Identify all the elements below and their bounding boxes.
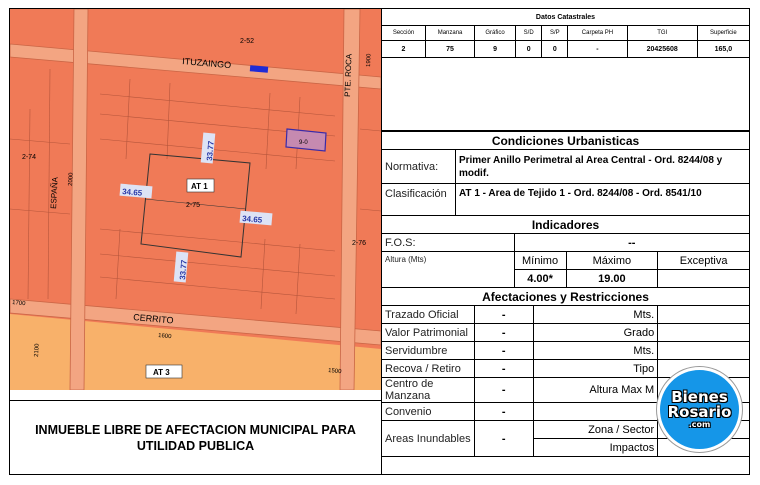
afectacion-sub-value bbox=[658, 342, 750, 360]
afectacion-row bbox=[382, 306, 750, 324]
afectacion-label: Trazado Oficial bbox=[382, 306, 475, 324]
catastro-table bbox=[381, 8, 750, 58]
clasificacion-value: AT 1 - Area de Tejido 1 - Ord. 8244/08 - Ord. 8541/10 bbox=[455, 184, 749, 216]
header-tgi: TGI bbox=[627, 26, 697, 41]
afectacion-sub-label: Tipo bbox=[533, 360, 658, 378]
altura-label: Altura (Mts) bbox=[382, 252, 515, 288]
number-1600: 1600 bbox=[157, 333, 172, 341]
areas-inundables-value: - bbox=[474, 421, 533, 457]
indicadores-title: Indicadores bbox=[382, 216, 750, 234]
afectacion-row bbox=[382, 324, 750, 342]
catastro-header-row bbox=[382, 26, 750, 41]
street-ituzaingo: ITUZAINGO bbox=[181, 56, 232, 71]
impactos-label: Impactos bbox=[533, 439, 658, 457]
afectacion-row bbox=[382, 342, 750, 360]
header-carpeta-ph: Carpeta PH bbox=[568, 26, 627, 41]
afectacion-sub-value bbox=[658, 324, 750, 342]
afectacion-value: - bbox=[474, 360, 533, 378]
block-2-75: 2-75 bbox=[186, 202, 201, 209]
afectaciones-title: Afectaciones y Restricciones bbox=[382, 288, 750, 306]
clasificacion-label: Clasificación bbox=[382, 184, 456, 216]
conditions-title: Condiciones Urbanisticas bbox=[382, 132, 750, 150]
normativa-label: Normativa: bbox=[382, 150, 456, 184]
number-2100: 2100 bbox=[34, 343, 41, 358]
number-1900: 1900 bbox=[366, 53, 373, 68]
bienes-rosario-logo bbox=[657, 367, 742, 452]
street-pte-roca: PTE. ROCA bbox=[343, 53, 354, 98]
street-espana: ESPAÑA bbox=[49, 176, 60, 210]
catastro-title: Datos Catastrales bbox=[382, 9, 750, 26]
afectacion-sub-label: Mts. bbox=[533, 342, 658, 360]
header-sd: S/D bbox=[515, 26, 541, 41]
afectacion-sub-label: Altura Max M bbox=[533, 378, 658, 403]
afectacion-sub-label bbox=[533, 403, 658, 421]
logo-line-1: Bienes bbox=[671, 388, 728, 406]
value-sd: 0 bbox=[515, 41, 541, 58]
exceptiva-value bbox=[658, 270, 750, 288]
value-seccion: 2 bbox=[382, 41, 426, 58]
blank-area bbox=[381, 75, 750, 131]
block-2-74: 2-74 bbox=[22, 154, 37, 161]
dimension-bottom: 33.77 bbox=[178, 259, 189, 281]
maximo-value: 19.00 bbox=[566, 270, 658, 288]
catastro-value-row bbox=[382, 41, 750, 58]
afectacion-label: Valor Patrimonial bbox=[382, 324, 475, 342]
header-seccion: Sección bbox=[382, 26, 426, 41]
afectacion-value: - bbox=[474, 306, 533, 324]
minimo-value: 4.00* bbox=[514, 270, 566, 288]
minimo-label: Mínimo bbox=[514, 252, 566, 270]
afectacion-value: - bbox=[474, 378, 533, 403]
value-manzana: 75 bbox=[425, 41, 474, 58]
value-carpeta-ph: - bbox=[568, 41, 627, 58]
zone-at1: AT 1 bbox=[191, 182, 208, 191]
header-superficie: Superficie bbox=[697, 26, 749, 41]
value-tgi: 20425608 bbox=[627, 41, 697, 58]
number-1500: 1500 bbox=[327, 368, 342, 376]
afectacion-label: Recova / Retiro bbox=[382, 360, 475, 378]
zone-at3: AT 3 bbox=[153, 368, 170, 377]
value-sp: 0 bbox=[542, 41, 568, 58]
exceptiva-label: Exceptiva bbox=[658, 252, 750, 270]
block-2-76: 2-76 bbox=[352, 240, 367, 247]
fos-value: -- bbox=[514, 234, 749, 252]
afectacion-label: Servidumbre bbox=[382, 342, 475, 360]
zona-sector-label: Zona / Sector bbox=[533, 421, 658, 439]
afectacion-value: - bbox=[474, 324, 533, 342]
afectacion-value: - bbox=[474, 403, 533, 421]
fos-label: F.O.S: bbox=[382, 234, 515, 252]
afectacion-sub-value bbox=[658, 306, 750, 324]
areas-inundables-label: Areas Inundables bbox=[382, 421, 475, 457]
dimension-left: 34.65 bbox=[121, 187, 143, 198]
value-grafico: 9 bbox=[475, 41, 516, 58]
afectacion-label: Convenio bbox=[382, 403, 475, 421]
block-2-52: 2-52 bbox=[240, 38, 255, 45]
header-sp: S/P bbox=[542, 26, 568, 41]
normativa-value: Primer Anillo Perimetral al Area Central - Ord. 8244/08 y modif. bbox=[455, 150, 749, 184]
value-superficie: 165,0 bbox=[697, 41, 749, 58]
header-manzana: Manzana bbox=[425, 26, 474, 41]
dimension-right: 34.65 bbox=[241, 214, 263, 225]
logo-line-3: .com bbox=[688, 420, 711, 429]
street-cerrito: CERRITO bbox=[132, 312, 174, 326]
municipal-notice: INMUEBLE LIBRE DE AFECTACION MUNICIPAL PARA UTILIDAD PUBLICA bbox=[10, 400, 381, 474]
map-drawing bbox=[10, 9, 381, 390]
logo-line-2: Rosario bbox=[667, 403, 732, 421]
number-2000: 2000 bbox=[68, 172, 75, 187]
header-grafico: Gráfico bbox=[475, 26, 516, 41]
maximo-label: Máximo bbox=[566, 252, 658, 270]
number-1700: 1700 bbox=[11, 300, 26, 308]
afectacion-sub-label: Mts. bbox=[533, 306, 658, 324]
cadastral-map bbox=[10, 9, 381, 390]
afectacion-value: - bbox=[474, 342, 533, 360]
afectacion-sub-label: Grado bbox=[533, 324, 658, 342]
afectacion-label: Centro de Manzana bbox=[382, 378, 475, 403]
dimension-top: 33.77 bbox=[205, 140, 216, 162]
parcel-9-0: 9-0 bbox=[299, 140, 308, 146]
